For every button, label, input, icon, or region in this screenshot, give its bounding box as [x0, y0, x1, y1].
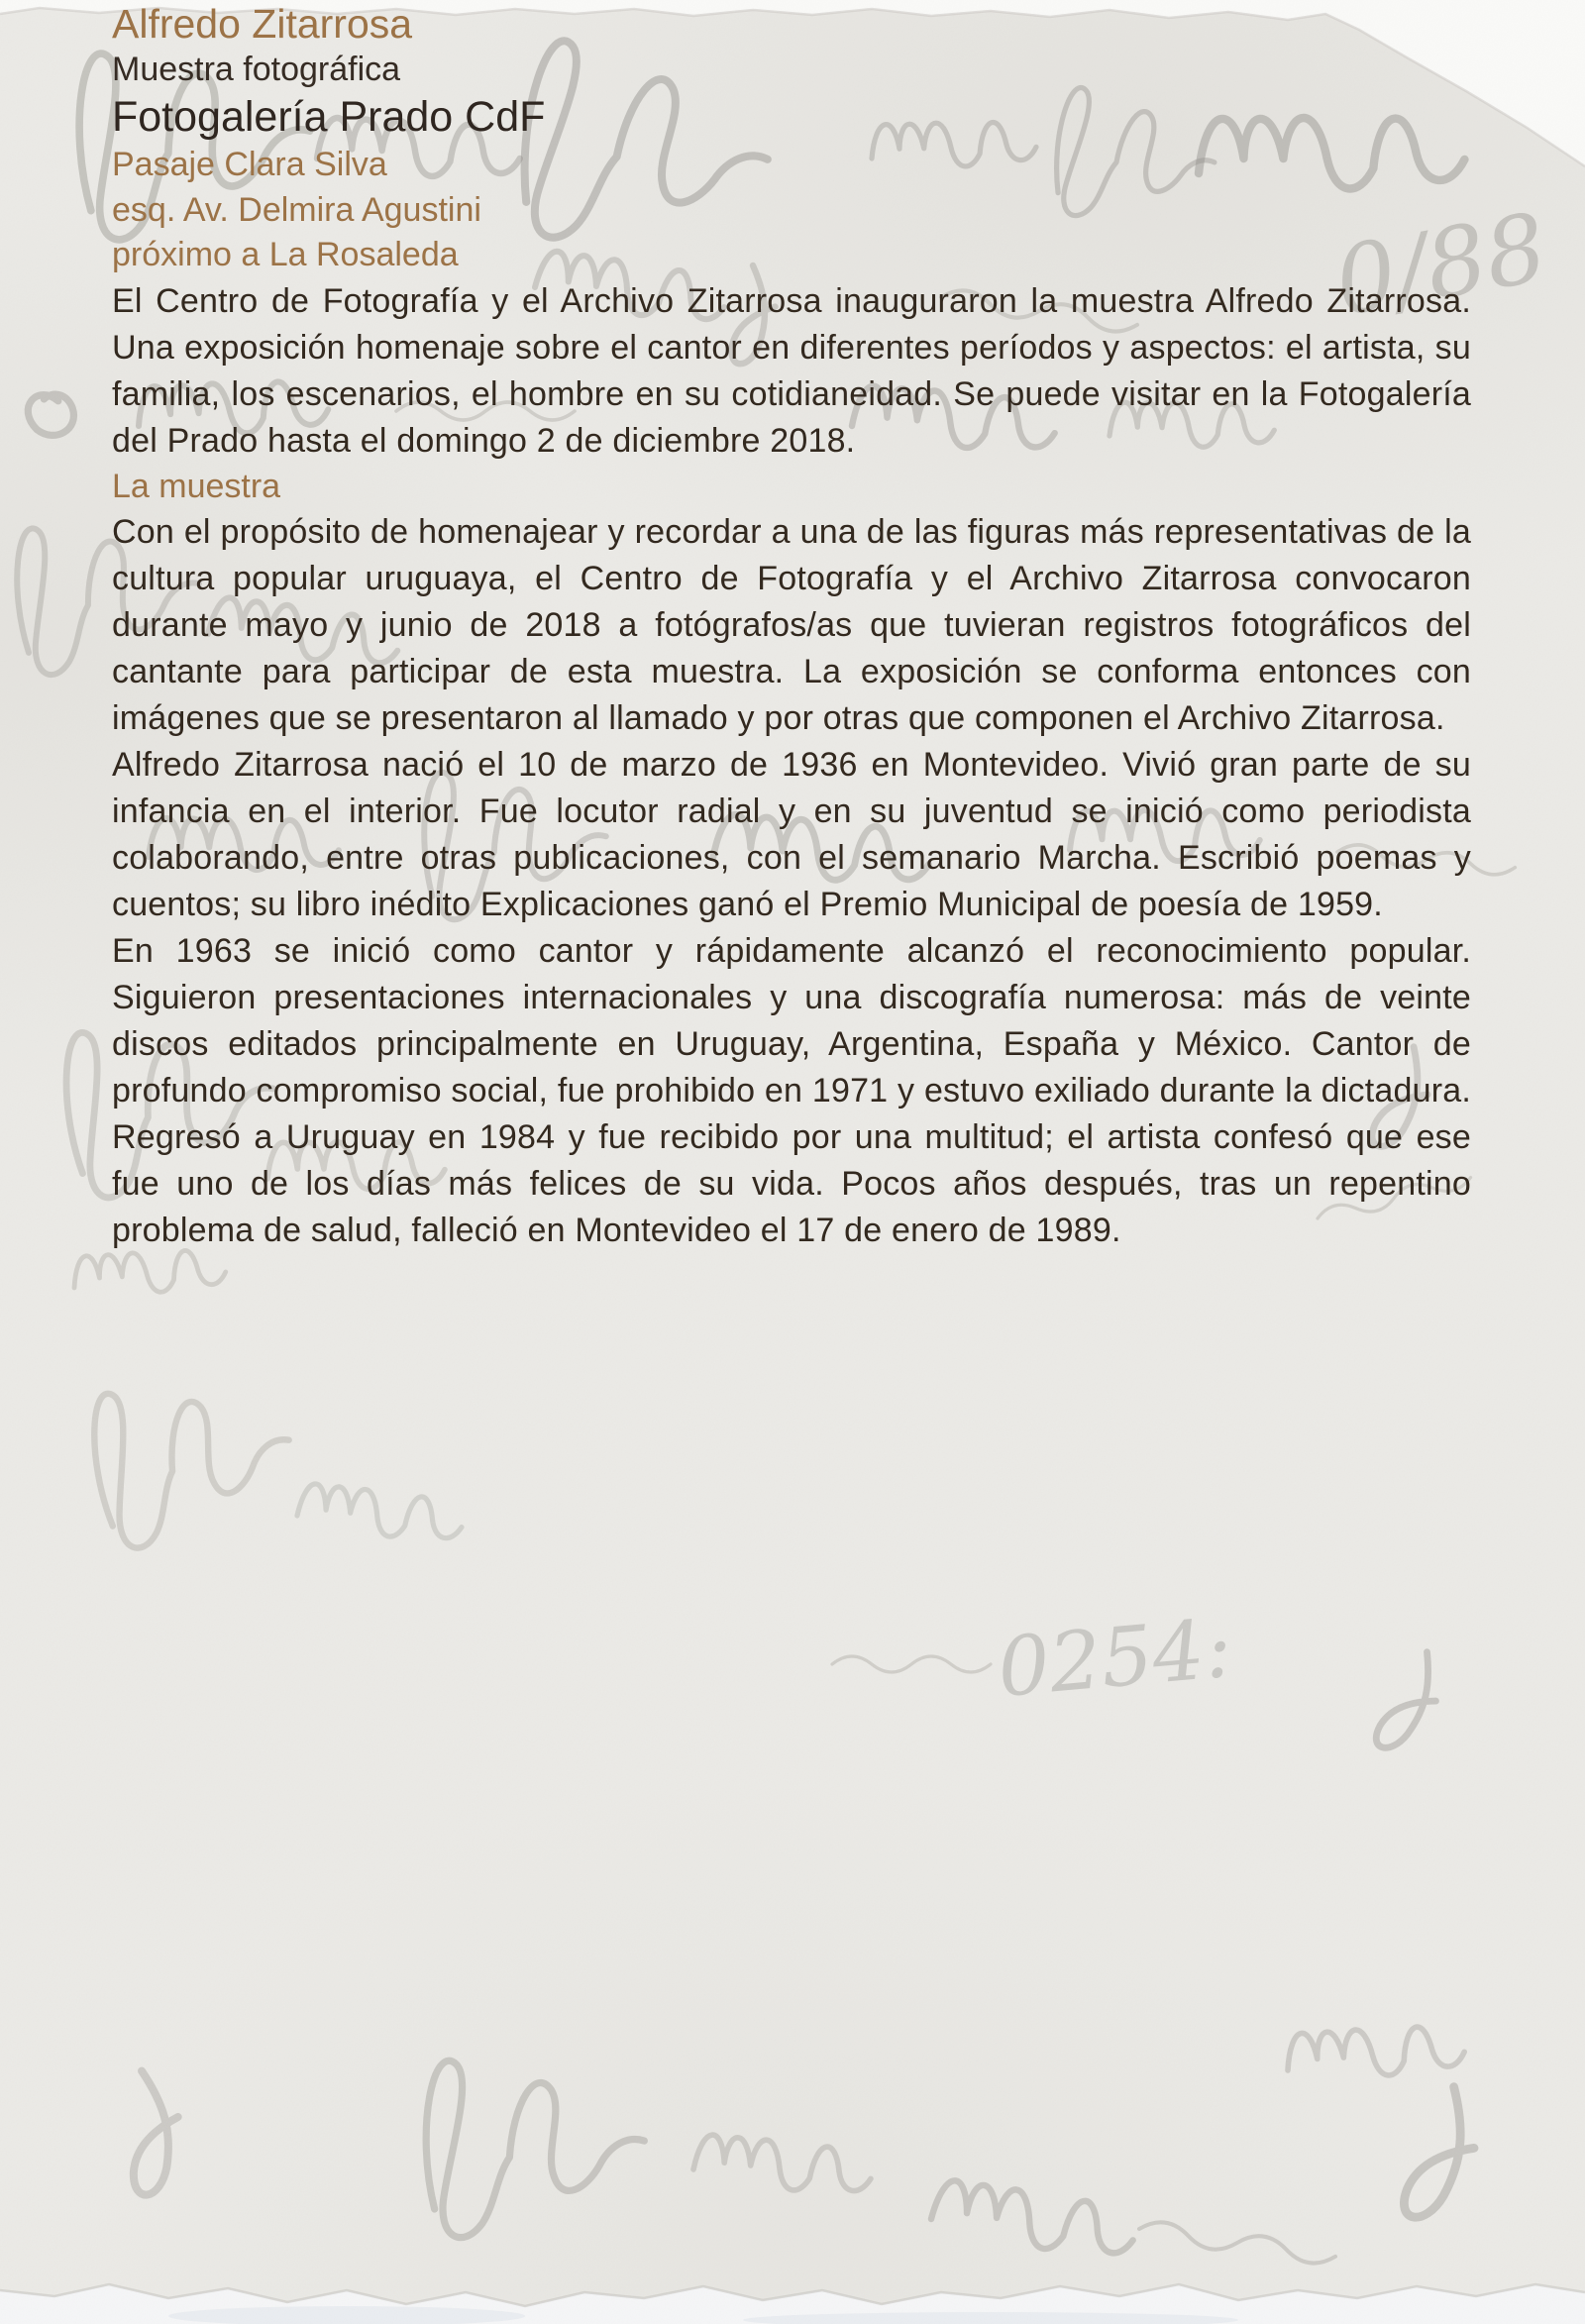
- bio-paragraph-1: Alfredo Zitarrosa nació el 10 de marzo de 1936 en Montevideo. Vivió gran parte de su infancia en el interior. Fue locutor radial y en su juventud se inició como periodista colaborando, entre otras publicaciones, con el semanario Marcha. Escribió poemas y cuentos; su libro inédito Explicaciones ganó el Premio Municipal de poesía de 1959.: [112, 745, 1471, 923]
- bio-paragraph-2: En 1963 se inició como cantor y rápidamente alcanzó el reconocimiento popular. Siguieron presentaciones internacionales y una discografía numerosa: más de veinte discos editados principalmente en Uruguay, Argentina, España y México. Cantor de profundo compromiso social, fue prohibido en 1971 y estuvo exiliado durante la dictadura. Regresó a Uruguay en 1984 y fue recibido por una multitud; el artista confesó que ese fue uno de los días más felices de su vida. Pocos años después, tras un repentino problema de salud, falleció en Montevideo el 17 de enero de 1989.: [112, 931, 1471, 1249]
- section-paragraph: Con el propósito de homenajear y recordar a una de las figuras más representativas de la cultura popular uruguaya, el Centro de Fotografía y el Archivo Zitarrosa convocaron durante mayo y junio de 2018 a fotógrafos/as que tuvieran registros fotográficos del cantante para participar de esta muestra. La exposición se conforma entonces con imágenes que se presentaron al llamado y por otras que componen el Archivo Zitarrosa.: [112, 512, 1471, 737]
- handwritten-number-088: 0/88: [1326, 193, 1555, 338]
- venue-address-line: próximo a La Rosaleda: [112, 236, 459, 274]
- venue-address-line: esq. Av. Delmira Agustini: [112, 190, 481, 229]
- intro-paragraph: El Centro de Fotografía y el Archivo Zitarrosa inauguraron la muestra Alfredo Zitarrosa. Una exposición homenaje sobre el cantor en diferentes períodos y aspectos: el artista, su familia, los escenarios, el hombre en su cotidianeidad. Se puede visitar en la Fotogalería del Prado hasta el domingo 2 de diciembre 2018.: [112, 281, 1471, 460]
- page-subtitle: Muestra fotográfica: [112, 51, 401, 89]
- venue-address: [112, 143, 1471, 278]
- section-heading: La muestra: [112, 467, 281, 505]
- flyer-content: [112, 0, 1471, 1254]
- handwritten-number-0254: 0254:: [994, 1601, 1236, 1716]
- venue-name: Fotogalería Prado CdF: [112, 92, 546, 141]
- page-title: Alfredo Zitarrosa: [112, 1, 413, 47]
- venue-address-line: Pasaje Clara Silva: [112, 146, 387, 184]
